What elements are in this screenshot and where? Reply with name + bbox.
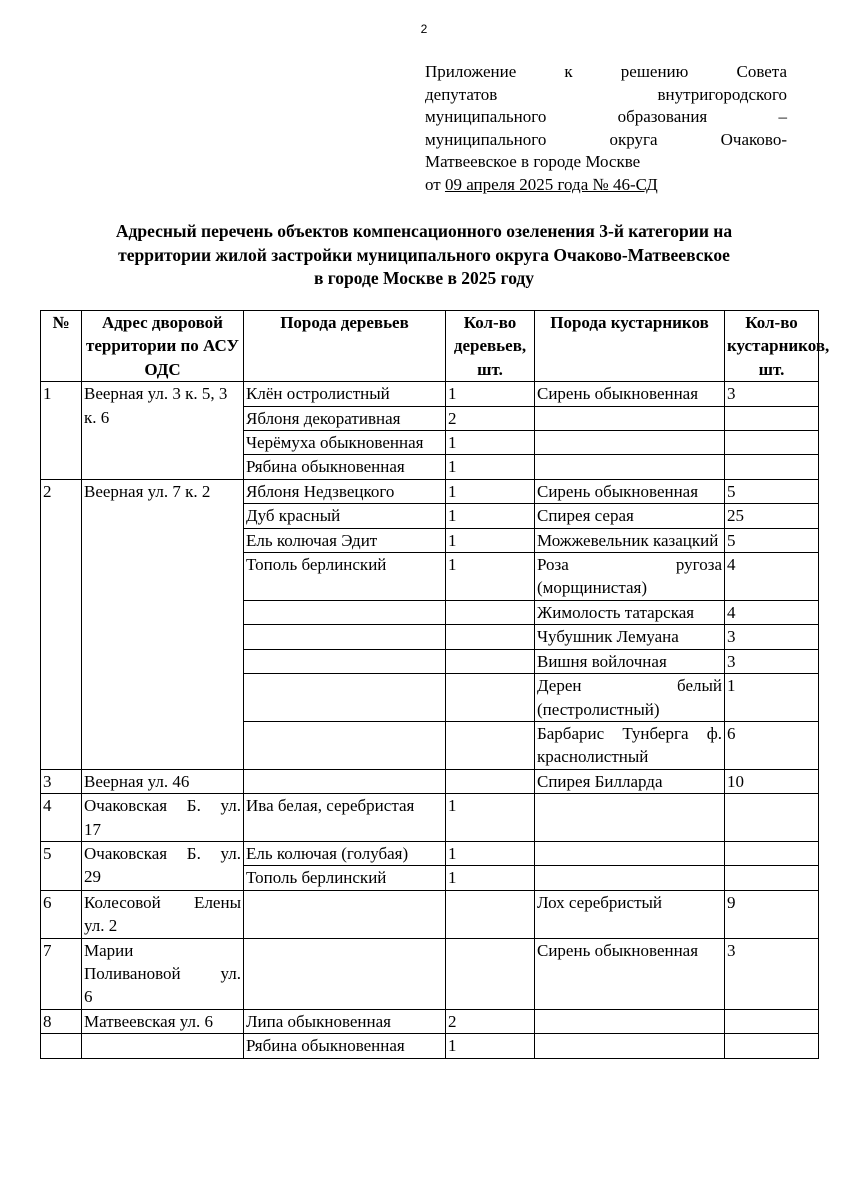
table-row <box>41 769 819 793</box>
row-number: 7 <box>41 938 82 1009</box>
address-line: 29 <box>84 867 101 887</box>
row-number: 4 <box>41 794 82 842</box>
title-line: Адресный перечень объектов компенсационного озеленения 3-й категории на <box>115 221 733 241</box>
header-address: Адрес дворовой территории по АСУ ОДС <box>82 311 244 382</box>
shrub-count: 3 <box>725 649 819 673</box>
tree-count <box>446 769 535 793</box>
address-line: Очаковская Б. ул. <box>84 796 241 816</box>
shrub-species-line: краснолистный <box>537 747 649 767</box>
shrub-species <box>535 794 725 842</box>
header-tree-count: Кол-во деревьев, шт. <box>446 311 535 382</box>
shrub-count: 3 <box>725 625 819 649</box>
shrub-species <box>535 841 725 865</box>
shrub-count <box>725 794 819 842</box>
tree-species <box>244 938 446 1009</box>
table-row <box>41 841 819 865</box>
tree-count: 1 <box>446 866 535 890</box>
page-number: 2 <box>420 22 428 36</box>
tree-species <box>244 600 446 624</box>
header-shrub-species: Порода кустарников <box>535 311 725 382</box>
tree-species <box>244 890 446 938</box>
row-address <box>82 841 244 890</box>
appendix-line: депутатов внутригородского <box>425 84 787 104</box>
tree-count: 1 <box>446 479 535 503</box>
row-number: 1 <box>41 382 82 480</box>
title-line: в городе Москве в 2025 году <box>313 268 535 288</box>
tree-species: Дуб красный <box>244 504 446 528</box>
row-address <box>82 938 244 1009</box>
row-address: Веерная ул. 3 к. 5, 3 к. 6 <box>82 382 244 480</box>
tree-species: Клён остролистный <box>244 382 446 406</box>
tree-count <box>446 890 535 938</box>
address-line: Колесовой Елены <box>84 892 241 912</box>
greening-table <box>40 310 830 1059</box>
shrub-species: Спирея серая <box>535 504 725 528</box>
shrub-count <box>725 866 819 890</box>
tree-count: 1 <box>446 382 535 406</box>
appendix-line: Матвеевское в городе Москве <box>425 152 641 172</box>
shrub-count: 10 <box>725 769 819 793</box>
shrub-species: Сирень обыкновенная <box>535 382 725 406</box>
row-number: 3 <box>41 769 82 793</box>
table-row <box>41 479 819 503</box>
address-line: 17 <box>84 819 101 839</box>
tree-count: 1 <box>446 528 535 552</box>
decision-number: № 46-СД <box>592 174 658 194</box>
table-row <box>41 794 819 842</box>
row-address: Матвеевская ул. 6 <box>82 1009 244 1033</box>
address-line: Марии <box>84 940 134 960</box>
tree-species: Ель колючая (голубая) <box>244 841 446 865</box>
table-row <box>41 938 819 1009</box>
shrub-species: Можжевельник казацкий <box>535 528 725 552</box>
shrub-species-line: (пестролистный) <box>537 699 660 719</box>
row-address <box>82 1034 244 1058</box>
tree-count <box>446 649 535 673</box>
tree-species: Липа обыкновенная <box>244 1009 446 1033</box>
header-shrub-count: Кол-во кустарников, шт. <box>725 311 819 382</box>
tree-species: Ель колючая Эдит <box>244 528 446 552</box>
tree-count: 1 <box>446 1034 535 1058</box>
appendix-note <box>425 61 787 197</box>
tree-count: 1 <box>446 431 535 455</box>
header-num: № <box>41 311 82 382</box>
tree-count: 1 <box>446 794 535 842</box>
shrub-count: 25 <box>725 504 819 528</box>
shrub-count: 9 <box>725 890 819 938</box>
shrub-species: Спирея Билларда <box>535 769 725 793</box>
shrub-count <box>725 431 819 455</box>
table-header-row <box>41 311 819 382</box>
tree-species: Яблоня Недзвецкого <box>244 479 446 503</box>
address-line: Очаковская Б. ул. <box>84 843 241 863</box>
row-number: 5 <box>41 841 82 890</box>
shrub-species <box>535 721 725 769</box>
tree-count <box>446 674 535 722</box>
shrub-species-line: (морщинистая) <box>537 578 648 598</box>
tree-species: Тополь берлинский <box>244 553 446 601</box>
shrub-species <box>535 674 725 722</box>
tree-count: 1 <box>446 455 535 479</box>
shrub-species-line: Дерен белый <box>537 676 722 696</box>
table-row <box>41 382 819 406</box>
tree-count: 1 <box>446 553 535 601</box>
row-number: 6 <box>41 890 82 938</box>
appendix-line: муниципального округа Очаково- <box>425 129 787 149</box>
decision-date: 09 апреля 2025 года <box>444 174 593 194</box>
shrub-count: 3 <box>725 938 819 1009</box>
shrub-count: 5 <box>725 479 819 503</box>
row-address <box>82 794 244 842</box>
tree-count <box>446 600 535 624</box>
tree-species <box>244 674 446 722</box>
tree-species <box>244 769 446 793</box>
shrub-species <box>535 866 725 890</box>
tree-count: 1 <box>446 841 535 865</box>
shrub-count <box>725 455 819 479</box>
shrub-species <box>535 431 725 455</box>
appendix-decision-line <box>425 174 787 197</box>
tree-species <box>244 625 446 649</box>
shrub-species <box>535 553 725 601</box>
shrub-species: Сирень обыкновенная <box>535 479 725 503</box>
shrub-species: Вишня войлочная <box>535 649 725 673</box>
row-address: Веерная ул. 46 <box>82 769 244 793</box>
shrub-species-line: Барбарис Тунберга ф. <box>537 723 722 743</box>
appendix-line: Приложение к решению Совета <box>425 62 787 81</box>
shrub-count: 3 <box>725 382 819 406</box>
table-row <box>41 1034 819 1058</box>
row-number <box>41 1034 82 1058</box>
tree-species: Тополь берлинский <box>244 866 446 890</box>
shrub-species <box>535 1034 725 1058</box>
shrub-count: 5 <box>725 528 819 552</box>
table-row <box>41 890 819 938</box>
tree-species <box>244 649 446 673</box>
tree-count <box>446 721 535 769</box>
address-line: Поливановой ул. <box>84 963 241 983</box>
header-tree-species: Порода деревьев <box>244 311 446 382</box>
shrub-species: Лох серебристый <box>535 890 725 938</box>
appendix-date-prefix: от <box>425 174 445 194</box>
shrub-count <box>725 841 819 865</box>
table-row <box>41 1009 819 1033</box>
row-number: 2 <box>41 479 82 769</box>
tree-species: Рябина обыкновенная <box>244 1034 446 1058</box>
tree-count: 2 <box>446 406 535 430</box>
shrub-count: 6 <box>725 721 819 769</box>
shrub-species <box>535 455 725 479</box>
tree-count <box>446 938 535 1009</box>
tree-species: Черёмуха обыкновенная <box>244 431 446 455</box>
shrub-count: 1 <box>725 674 819 722</box>
tree-species: Ива белая, серебристая <box>244 794 446 842</box>
row-number: 8 <box>41 1009 82 1033</box>
shrub-count <box>725 1009 819 1033</box>
tree-species <box>244 721 446 769</box>
document-title <box>40 220 808 291</box>
address-line: 6 <box>84 987 93 1007</box>
tree-count <box>446 625 535 649</box>
shrub-count: 4 <box>725 600 819 624</box>
title-line: территории жилой застройки муниципального округа Очаково-Матвеевское <box>118 244 730 265</box>
shrub-count <box>725 406 819 430</box>
address-line: ул. 2 <box>84 916 118 936</box>
tree-species: Рябина обыкновенная <box>244 455 446 479</box>
tree-count: 2 <box>446 1009 535 1033</box>
shrub-species: Сирень обыкновенная <box>535 938 725 1009</box>
tree-count: 1 <box>446 504 535 528</box>
appendix-line: муниципального образования – <box>425 107 787 127</box>
shrub-species: Жимолость татарская <box>535 600 725 624</box>
row-address <box>82 890 244 938</box>
shrub-species-line: Роза ругоза <box>537 555 722 575</box>
shrub-species <box>535 1009 725 1033</box>
shrub-count: 4 <box>725 553 819 601</box>
shrub-species <box>535 406 725 430</box>
shrub-count <box>725 1034 819 1058</box>
row-address: Веерная ул. 7 к. 2 <box>82 479 244 769</box>
tree-species: Яблоня декоративная <box>244 406 446 430</box>
shrub-species: Чубушник Лемуана <box>535 625 725 649</box>
